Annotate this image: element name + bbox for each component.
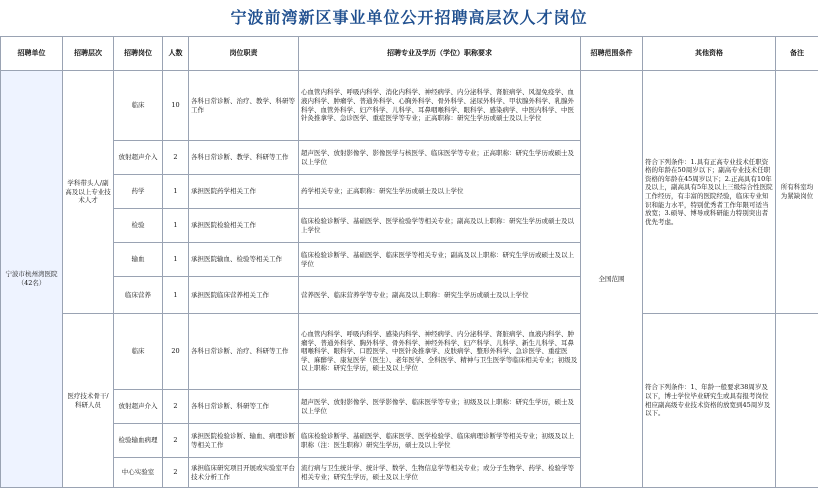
header-level: 招聘层次: [63, 37, 114, 71]
post-cell: 药学: [114, 175, 163, 209]
major-cell: 临床检验诊断学、基础医学、临床医学、医学检验学、临床病理诊断学等相关专业；初级及以上职称（注：医生职称）研究生学历，硕士及以上学位: [299, 424, 581, 458]
count-cell: 2: [163, 390, 189, 424]
remark-cell: 所有科室均为紧缺岗位: [776, 71, 818, 314]
count-cell: 20: [163, 314, 189, 390]
major-cell: 临床检验诊断学、基础医学、医学检验学等相关专业；副高及以上职称：研究生学历或硕士及以上学位: [299, 209, 581, 243]
duty-cell: 各科日常诊断、治疗、科研等工作: [189, 314, 299, 390]
header-other: 其他资格: [643, 37, 776, 71]
post-cell: 临床: [114, 71, 163, 141]
major-cell: 心血管内科学、呼吸内科学、感染内科学、神经病学、内分泌科学、肾脏病学、血液内科学、肿瘤学、普通外科学、胸外科学、骨外科学、神经外科学、妇产科学、儿科学、新生儿科学、耳鼻咽喉科学、眼科学、口腔医学、中医针灸推拿学、皮肤病学、整形外科学、急诊医学、重症医学、麻醉学、康复医学（医生）、老年医学、全科医学、精神与卫生医学等临床相关专业；初级及以上职称：研究生学历，硕士及以上学位: [299, 314, 581, 390]
page-title: 宁波前湾新区事业单位公开招聘高层次人才岗位: [230, 8, 588, 27]
level-cell: 学科带头人/副高及以上专业技术人才: [63, 71, 114, 314]
post-cell: 临床营养: [114, 277, 163, 314]
positions-table: [0, 36, 818, 488]
level-cell: 医疗技术骨干/科研人员: [63, 314, 114, 488]
count-cell: 1: [163, 243, 189, 277]
post-cell: 中心实验室: [114, 458, 163, 488]
count-cell: 1: [163, 277, 189, 314]
post-cell: 临床: [114, 314, 163, 390]
duty-cell: 承担临床研究项目开展或实验室平台技术分析工作: [189, 458, 299, 488]
duty-cell: 各科日常诊断、科研等工作: [189, 390, 299, 424]
header-scope: 招聘范围条件: [581, 37, 643, 71]
other-cell: 符合下列条件：1、年龄一般要求38周岁及以下，博士学位毕业研究生或具有报考岗位相应副高级专业技术资格的放宽到45周岁及以下。: [643, 314, 776, 488]
count-cell: 1: [163, 175, 189, 209]
duty-cell: 各科日常诊断、教学、科研等工作: [189, 141, 299, 175]
major-cell: 心血管内科学、呼吸内科学、消化内科学、神经病学、内分泌科学、肾脏病学、风湿免疫学、血液内科学、肿瘤学、普通外科学、心胸外科学、骨外科学、泌尿外科学、甲状腺外科学、乳腺外科学、血管外科学、妇产科学、儿科学、耳鼻咽喉科学、眼科学、感染病学、中医内科学、中医针灸推拿学、急诊医学、重症医学等专业；正高职称：研究生学历或硕士及以上学位: [299, 71, 581, 141]
header-duty: 岗位职责: [189, 37, 299, 71]
header-count: 人数: [163, 37, 189, 71]
count-cell: 2: [163, 424, 189, 458]
major-cell: 营养医学、临床营养学等专业；副高及以上职称：研究生学历或硕士及以上学位: [299, 277, 581, 314]
duty-cell: 承担医院输血、检验等相关工作: [189, 243, 299, 277]
table-row: [1, 314, 818, 390]
post-cell: 输血: [114, 243, 163, 277]
post-cell: 放射超声介入: [114, 141, 163, 175]
table-header-row: [1, 37, 818, 71]
count-cell: 1: [163, 209, 189, 243]
major-cell: 流行病与卫生统计学、统计学、数学、生物信息学等相关专业；或分子生物学、药学、检验学等相关专业；研究生学历，硕士及以上学位: [299, 458, 581, 488]
post-cell: 检验输血病理: [114, 424, 163, 458]
duty-cell: 承担医院检验诊断、输血、病理诊断等相关工作: [189, 424, 299, 458]
other-cell: 符合下列条件：1.具有正高专业技术任职资格的年龄在50周岁以下；副高专业技术任职资格的年龄在45周岁以下；2.正高具有10年及以上，副高具有5年及以上三级综合性医院工作经历，有丰富的医院经验，临床专业知识和能力水平，特别优秀者工作年限可适当放宽；3.硕导、博导或科研能力特别突出者优先考虑。: [643, 71, 776, 314]
remark-cell: [776, 314, 818, 488]
duty-cell: 承担医院临床营养相关工作: [189, 277, 299, 314]
duty-cell: 承担医院检验相关工作: [189, 209, 299, 243]
scope-cell: 全国范围: [581, 71, 643, 488]
post-cell: 放射超声介入: [114, 390, 163, 424]
duty-cell: 承担医院药学相关工作: [189, 175, 299, 209]
post-cell: 检验: [114, 209, 163, 243]
major-cell: 药学相关专业；正高职称：研究生学历或硕士及以上学位: [299, 175, 581, 209]
major-cell: 超声医学、放射影像学、医学影像学、临床医学等专业；初级及以上职称：研究生学历，硕士及以上学位: [299, 390, 581, 424]
unit-cell: 宁波市杭州湾医院（42名）: [1, 71, 63, 488]
major-cell: 临床检验诊断学、基础医学、临床医学等相关专业；副高及以上职称：研究生学历或硕士及以上学位: [299, 243, 581, 277]
header-major: 招聘专业及学历（学位）职称要求: [299, 37, 581, 71]
header-post: 招聘岗位: [114, 37, 163, 71]
duty-cell: 各科日常诊断、治疗、教学、科研等工作: [189, 71, 299, 141]
major-cell: 超声医学、放射影像学、影像医学与核医学、临床医学等专业；正高职称：研究生学历或硕士及以上学位: [299, 141, 581, 175]
table-row: [1, 71, 818, 141]
count-cell: 2: [163, 458, 189, 488]
count-cell: 2: [163, 141, 189, 175]
count-cell: 10: [163, 71, 189, 141]
header-remark: 备注: [776, 37, 818, 71]
header-unit: 招聘单位: [1, 37, 63, 71]
